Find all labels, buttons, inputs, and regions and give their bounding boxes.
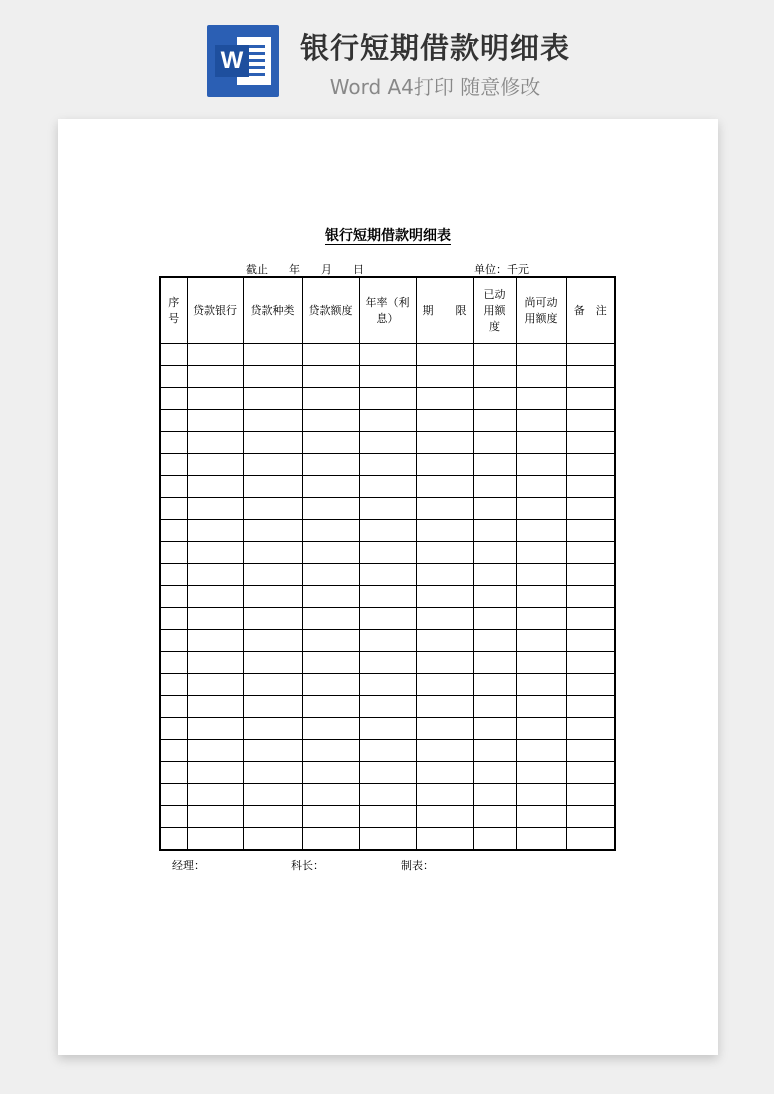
table-cell	[416, 784, 473, 806]
table-cell	[566, 520, 615, 542]
table-cell	[243, 652, 302, 674]
table-cell	[566, 674, 615, 696]
table-row	[160, 762, 615, 784]
table-row	[160, 696, 615, 718]
table-cell	[416, 674, 473, 696]
table-cell	[243, 586, 302, 608]
table-cell	[566, 344, 615, 366]
table-cell	[187, 674, 243, 696]
table-header-row	[160, 277, 615, 344]
table-cell	[187, 498, 243, 520]
table-cell	[473, 388, 516, 410]
table-cell	[516, 388, 566, 410]
table-cell	[566, 630, 615, 652]
table-cell	[359, 454, 416, 476]
table-cell	[302, 432, 359, 454]
table-cell	[243, 410, 302, 432]
table-row	[160, 564, 615, 586]
table-cell	[516, 432, 566, 454]
table-cell	[416, 410, 473, 432]
table-cell	[359, 564, 416, 586]
table-cell	[516, 344, 566, 366]
table-cell	[302, 674, 359, 696]
table-cell	[473, 410, 516, 432]
table-cell	[516, 828, 566, 851]
table-cell	[160, 652, 187, 674]
table-cell	[566, 652, 615, 674]
table-cell	[359, 498, 416, 520]
table-cell	[566, 740, 615, 762]
table-cell	[566, 718, 615, 740]
table-cell	[302, 762, 359, 784]
table-row	[160, 806, 615, 828]
table-cell	[566, 454, 615, 476]
table-cell	[243, 828, 302, 851]
table-cell	[160, 806, 187, 828]
table-row	[160, 476, 615, 498]
table-cell	[516, 784, 566, 806]
table-row	[160, 344, 615, 366]
table-cell	[160, 454, 187, 476]
table-cell	[416, 696, 473, 718]
table-cell	[187, 586, 243, 608]
table-cell	[243, 366, 302, 388]
table-cell	[187, 696, 243, 718]
table-cell	[243, 344, 302, 366]
table-cell	[243, 454, 302, 476]
table-cell	[566, 542, 615, 564]
table-cell	[473, 740, 516, 762]
table-cell	[302, 586, 359, 608]
table-cell	[160, 630, 187, 652]
table-cell	[516, 740, 566, 762]
table-cell	[187, 762, 243, 784]
table-cell	[473, 718, 516, 740]
table-cell	[416, 366, 473, 388]
word-logo-icon	[207, 25, 279, 97]
table-row	[160, 432, 615, 454]
table-row	[160, 388, 615, 410]
table-cell	[516, 762, 566, 784]
table-row	[160, 410, 615, 432]
table-cell	[516, 542, 566, 564]
table-cell	[160, 784, 187, 806]
table-cell	[302, 564, 359, 586]
col-available: 尚可动用额度	[516, 277, 566, 344]
table-cell	[566, 762, 615, 784]
table-cell	[473, 696, 516, 718]
unit-label: 单位：千元	[474, 263, 529, 276]
col-type: 贷款种类	[243, 277, 302, 344]
table-cell	[302, 366, 359, 388]
table-cell	[473, 630, 516, 652]
table-cell	[566, 476, 615, 498]
table-cell	[359, 366, 416, 388]
table-cell	[160, 564, 187, 586]
table-cell	[243, 432, 302, 454]
table-cell	[566, 564, 615, 586]
col-remarks: 备 注	[566, 277, 615, 344]
table-cell	[160, 388, 187, 410]
table-cell	[359, 608, 416, 630]
table-cell	[160, 542, 187, 564]
table-row	[160, 674, 615, 696]
table-row	[160, 608, 615, 630]
table-cell	[160, 366, 187, 388]
table-cell	[516, 410, 566, 432]
table-cell	[243, 498, 302, 520]
table-cell	[187, 476, 243, 498]
table-cell	[473, 542, 516, 564]
table-cell	[416, 344, 473, 366]
col-used: 已动用额度	[473, 277, 516, 344]
table-cell	[516, 806, 566, 828]
document-title: 银行短期借款明细表	[325, 228, 451, 244]
table-cell	[359, 674, 416, 696]
table-cell	[243, 718, 302, 740]
table-cell	[566, 828, 615, 851]
table-cell	[359, 388, 416, 410]
table-cell	[302, 828, 359, 851]
table-cell	[516, 652, 566, 674]
table-cell	[473, 586, 516, 608]
table-cell	[243, 608, 302, 630]
table-cell	[416, 432, 473, 454]
table-cell	[160, 674, 187, 696]
table-cell	[160, 498, 187, 520]
table-cell	[187, 542, 243, 564]
table-cell	[187, 718, 243, 740]
table-cell	[473, 674, 516, 696]
table-cell	[243, 520, 302, 542]
table-cell	[359, 828, 416, 851]
table-cell	[302, 784, 359, 806]
table-cell	[359, 762, 416, 784]
table-cell	[416, 806, 473, 828]
table-cell	[516, 696, 566, 718]
table-cell	[187, 828, 243, 851]
table-cell	[359, 740, 416, 762]
table-cell	[359, 476, 416, 498]
table-cell	[359, 410, 416, 432]
table-cell	[187, 520, 243, 542]
table-cell	[359, 432, 416, 454]
date-line: 截止 年 月 日	[246, 263, 364, 276]
table-cell	[302, 806, 359, 828]
col-bank: 贷款银行	[187, 277, 243, 344]
table-cell	[160, 520, 187, 542]
table-row	[160, 366, 615, 388]
table-cell	[302, 344, 359, 366]
table-cell	[302, 388, 359, 410]
table-cell	[243, 388, 302, 410]
table-cell	[473, 652, 516, 674]
table-cell	[416, 718, 473, 740]
table-cell	[359, 630, 416, 652]
table-cell	[416, 652, 473, 674]
table-cell	[160, 740, 187, 762]
table-cell	[566, 410, 615, 432]
table-cell	[473, 366, 516, 388]
col-term: 期 限	[416, 277, 473, 344]
table-row	[160, 630, 615, 652]
table-cell	[243, 740, 302, 762]
table-cell	[160, 762, 187, 784]
table-cell	[243, 806, 302, 828]
col-rate: 年率（利息）	[359, 277, 416, 344]
table-cell	[473, 608, 516, 630]
table-cell	[187, 630, 243, 652]
table-cell	[516, 476, 566, 498]
header-title: 银行短期借款明细表	[300, 31, 571, 65]
table-cell	[359, 586, 416, 608]
table-cell	[302, 718, 359, 740]
table-cell	[187, 806, 243, 828]
table-cell	[416, 498, 473, 520]
table-cell	[160, 344, 187, 366]
table-cell	[473, 344, 516, 366]
table-cell	[302, 476, 359, 498]
table-cell	[516, 608, 566, 630]
table-cell	[516, 718, 566, 740]
table-cell	[302, 630, 359, 652]
header-subtitle: Word A4打印 随意修改	[329, 75, 541, 99]
table-cell	[516, 630, 566, 652]
table-cell	[160, 586, 187, 608]
table-cell	[187, 784, 243, 806]
table-cell	[187, 608, 243, 630]
table-row	[160, 652, 615, 674]
table-cell	[416, 454, 473, 476]
table-row	[160, 542, 615, 564]
table-cell	[516, 564, 566, 586]
table-cell	[416, 586, 473, 608]
table-cell	[566, 388, 615, 410]
table-cell	[473, 454, 516, 476]
table-cell	[416, 828, 473, 851]
table-cell	[416, 476, 473, 498]
table-cell	[516, 454, 566, 476]
table-cell	[473, 762, 516, 784]
table-cell	[416, 388, 473, 410]
footer-manager: 经理：	[172, 859, 205, 872]
table-cell	[473, 432, 516, 454]
table-cell	[566, 806, 615, 828]
table-row	[160, 520, 615, 542]
table-row	[160, 828, 615, 851]
table-cell	[359, 806, 416, 828]
table-cell	[359, 718, 416, 740]
table-cell	[566, 586, 615, 608]
table-cell	[160, 432, 187, 454]
table-cell	[566, 498, 615, 520]
table-cell	[416, 564, 473, 586]
table-row	[160, 740, 615, 762]
table-cell	[302, 696, 359, 718]
table-cell	[243, 696, 302, 718]
table-cell	[516, 586, 566, 608]
table-cell	[359, 696, 416, 718]
table-cell	[416, 520, 473, 542]
table-cell	[160, 476, 187, 498]
table-cell	[187, 432, 243, 454]
table-cell	[187, 652, 243, 674]
table-cell	[160, 410, 187, 432]
table-cell	[359, 542, 416, 564]
table-cell	[160, 718, 187, 740]
logo-letter: W	[215, 45, 249, 77]
table-cell	[566, 608, 615, 630]
table-cell	[302, 608, 359, 630]
table-cell	[566, 366, 615, 388]
table-cell	[566, 784, 615, 806]
table-cell	[416, 762, 473, 784]
table-row	[160, 784, 615, 806]
table-cell	[243, 762, 302, 784]
table-row	[160, 498, 615, 520]
table-cell	[473, 828, 516, 851]
table-cell	[243, 630, 302, 652]
table-cell	[359, 652, 416, 674]
table-cell	[416, 608, 473, 630]
table-cell	[302, 542, 359, 564]
table-row	[160, 586, 615, 608]
table-cell	[302, 498, 359, 520]
col-seq: 序号	[160, 277, 187, 344]
table-cell	[187, 388, 243, 410]
table-cell	[302, 652, 359, 674]
table-cell	[160, 828, 187, 851]
table-cell	[160, 608, 187, 630]
table-cell	[516, 498, 566, 520]
table-cell	[187, 740, 243, 762]
table-cell	[416, 542, 473, 564]
table-cell	[243, 542, 302, 564]
table-cell	[416, 630, 473, 652]
table-cell	[473, 520, 516, 542]
table-cell	[160, 696, 187, 718]
table-cell	[473, 564, 516, 586]
table-row	[160, 718, 615, 740]
table-cell	[187, 564, 243, 586]
table-cell	[473, 476, 516, 498]
table-cell	[187, 410, 243, 432]
table-row	[160, 454, 615, 476]
table-cell	[359, 344, 416, 366]
table-cell	[187, 454, 243, 476]
table-cell	[516, 366, 566, 388]
footer-prepared-by: 制表：	[401, 859, 434, 872]
table-cell	[416, 740, 473, 762]
table-cell	[516, 674, 566, 696]
table-cell	[302, 520, 359, 542]
table-cell	[473, 498, 516, 520]
table-cell	[243, 784, 302, 806]
loan-table	[159, 276, 616, 851]
table-cell	[187, 344, 243, 366]
table-cell	[302, 740, 359, 762]
col-amount: 贷款额度	[302, 277, 359, 344]
table-cell	[243, 674, 302, 696]
table-cell	[302, 410, 359, 432]
table-cell	[243, 476, 302, 498]
table-cell	[243, 564, 302, 586]
document-page	[58, 119, 718, 1055]
table-cell	[359, 784, 416, 806]
table-cell	[302, 454, 359, 476]
table-cell	[473, 784, 516, 806]
table-cell	[187, 366, 243, 388]
table-cell	[566, 696, 615, 718]
table-cell	[566, 432, 615, 454]
footer-section-chief: 科长：	[291, 859, 324, 872]
table-cell	[516, 520, 566, 542]
table-cell	[473, 806, 516, 828]
table-cell	[359, 520, 416, 542]
